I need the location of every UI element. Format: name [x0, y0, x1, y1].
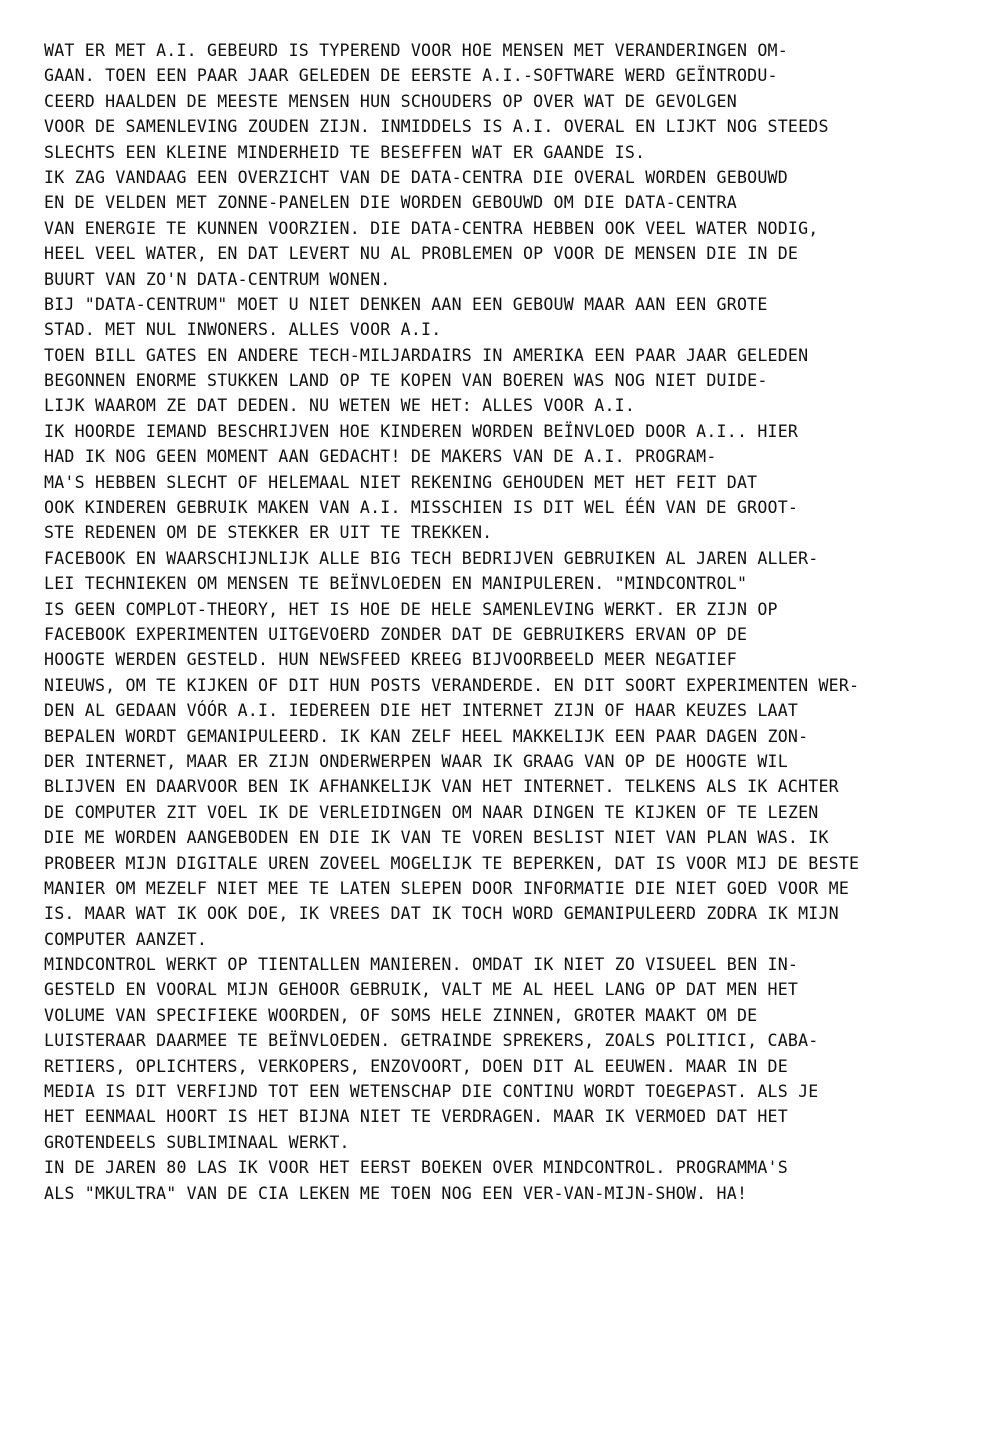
text-line: HAD IK NOG GEEN MOMENT AAN GEDACHT! DE MAKERS VAN DE A.I. PROGRAM-	[44, 447, 717, 467]
text-line: MEDIA IS DIT VERFIJND TOT EEN WETENSCHAP DIE CONTINU WORDT TOEGEPAST. ALS JE	[44, 1082, 819, 1102]
text-line	[44, 1206, 962, 1231]
text-line: LEI TECHNIEKEN OM MENSEN TE BEÏNVLOEDEN EN MANIPULEREN. "MINDCONTROL"	[44, 574, 748, 594]
text-line: BEPALEN WORDT GEMANIPULEERD. IK KAN ZELF HEEL MAKKELIJK EEN PAAR DAGEN ZON-	[44, 726, 809, 746]
text-line: VOOR DE SAMENLEVING ZOUDEN ZIJN. INMIDDELS IS A.I. OVERAL EN LIJKT NOG STEEDS	[44, 117, 829, 137]
text-line: DER INTERNET, MAAR ER ZIJN ONDERWERPEN WAAR IK GRAAG VAN OP DE HOOGTE WIL	[44, 751, 788, 771]
text-line: SLECHTS EEN KLEINE MINDERHEID TE BESEFFEN WAT ER GAANDE IS.	[44, 142, 646, 162]
text-line: MINDCONTROL WERKT OP TIENTALLEN MANIEREN. OMDAT IK NIET ZO VISUEEL BEN IN-	[44, 955, 799, 975]
text-line: GESTELD EN VOORAL MIJN GEHOOR GEBRUIK, VALT ME AL HEEL LANG OP DAT MEN HET	[44, 980, 799, 1000]
text-line: EN DE VELDEN MET ZONNE-PANELEN DIE WORDEN GEBOUWD OM DIE DATA-CENTRA	[44, 193, 737, 213]
text-line: DEN AL GEDAAN VÓÓR A.I. IEDEREEN DIE HET INTERNET ZIJN OF HAAR KEUZES LAAT	[44, 701, 799, 721]
text-line: GAAN. TOEN EEN PAAR JAAR GELEDEN DE EERSTE A.I.-SOFTWARE WERD GEÏNTRODU-	[44, 66, 778, 86]
text-line: FACEBOOK EXPERIMENTEN UITGEVOERD ZONDER DAT DE GEBRUIKERS ERVAN OP DE	[44, 624, 748, 644]
text-line: BIJ "DATA-CENTRUM" MOET U NIET DENKEN AAN EEN GEBOUW MAAR AAN EEN GROTE	[44, 294, 768, 314]
text-line: IN DE JAREN 80 LAS IK VOOR HET EERST BOEKEN OVER MINDCONTROL. PROGRAMMA'S	[44, 1158, 788, 1178]
text-line: LUISTERAAR DAARMEE TE BEÏNVLOEDEN. GETRAINDE SPREKERS, ZOALS POLITICI, CABA-	[44, 1031, 819, 1051]
text-line: IK ZAG VANDAAG EEN OVERZICHT VAN DE DATA-CENTRA DIE OVERAL WORDEN GEBOUWD	[44, 167, 788, 187]
text-line: FACEBOOK EN WAARSCHIJNLIJK ALLE BIG TECH BEDRIJVEN GEBRUIKEN AL JAREN ALLER-	[44, 548, 819, 568]
text-line: VOLUME VAN SPECIFIEKE WOORDEN, OF SOMS HELE ZINNEN, GROTER MAAKT OM DE	[44, 1005, 758, 1025]
text-line: IK HOORDE IEMAND BESCHRIJVEN HOE KINDEREN WORDEN BEÏNVLOED DOOR A.I.. HIER	[44, 421, 799, 441]
text-line: OOK KINDEREN GEBRUIK MAKEN VAN A.I. MISSCHIEN IS DIT WEL ÉÉN VAN DE GROOT-	[44, 498, 799, 518]
text-line: BUURT VAN ZO'N DATA-CENTRUM WONEN.	[44, 269, 391, 289]
text-line: HOOGTE WERDEN GESTELD. HUN NEWSFEED KREEG BIJVOORBEELD MEER NEGATIEF	[44, 650, 737, 670]
text-line: TOEN BILL GATES EN ANDERE TECH-MILJARDAIRS IN AMERIKA EEN PAAR JAAR GELEDEN	[44, 345, 809, 365]
text-line: NIEUWS, OM TE KIJKEN OF DIT HUN POSTS VERANDERDE. EN DIT SOORT EXPERIMENTEN WER-	[44, 675, 860, 695]
text-line: IS. MAAR WAT IK OOK DOE, IK VREES DAT IK TOCH WORD GEMANIPULEERD ZODRA IK MIJN	[44, 904, 839, 924]
text-line: RETIERS, OPLICHTERS, VERKOPERS, ENZOVOORT, DOEN DIT AL EEUWEN. MAAR IN DE	[44, 1056, 788, 1076]
text-line: BEGONNEN ENORME STUKKEN LAND OP TE KOPEN VAN BOEREN WAS NOG NIET DUIDE-	[44, 371, 768, 391]
handwritten-text-page	[44, 38, 962, 1398]
text-line: IS GEEN COMPLOT-THEORY, HET IS HOE DE HELE SAMENLEVING WERKT. ER ZIJN OP	[44, 599, 778, 619]
text-line: WAT ER MET A.I. GEBEURD IS TYPEREND VOOR HOE MENSEN MET VERANDERINGEN OM-	[44, 41, 788, 60]
text-line: PROBEER MIJN DIGITALE UREN ZOVEEL MOGELIJK TE BEPERKEN, DAT IS VOOR MIJ DE BESTE	[44, 853, 860, 873]
text-line: MA'S HEBBEN SLECHT OF HELEMAAL NIET REKENING GEHOUDEN MET HET FEIT DAT	[44, 472, 758, 492]
text-line: HET EENMAAL HOORT IS HET BIJNA NIET TE VERDRAGEN. MAAR IK VERMOED DAT HET	[44, 1107, 788, 1127]
text-line: COMPUTER AANZET.	[44, 929, 208, 949]
text-line: BLIJVEN EN DAARVOOR BEN IK AFHANKELIJK VAN HET INTERNET. TELKENS ALS IK ACHTER	[44, 777, 839, 797]
text-line: HEEL VEEL WATER, EN DAT LEVERT NU AL PROBLEMEN OP VOOR DE MENSEN DIE IN DE	[44, 244, 799, 264]
text-line: DIE ME WORDEN AANGEBODEN EN DIE IK VAN TE VOREN BESLIST NIET VAN PLAN WAS. IK	[44, 828, 829, 848]
text-line: MANIER OM MEZELF NIET MEE TE LATEN SLEPEN DOOR INFORMATIE DIE NIET GOED VOOR ME	[44, 878, 850, 898]
text-line: CEERD HAALDEN DE MEESTE MENSEN HUN SCHOUDERS OP OVER WAT DE GEVOLGEN	[44, 91, 737, 111]
text-line: VAN ENERGIE TE KUNNEN VOORZIEN. DIE DATA-CENTRA HEBBEN OOK VEEL WATER NODIG,	[44, 218, 819, 238]
text-line: LIJK WAAROM ZE DAT DEDEN. NU WETEN WE HET: ALLES VOOR A.I.	[44, 396, 636, 416]
text-line: DE COMPUTER ZIT VOEL IK DE VERLEIDINGEN OM NAAR DINGEN TE KIJKEN OF TE LEZEN	[44, 802, 819, 822]
text-line: GROTENDEELS SUBLIMINAAL WERKT.	[44, 1132, 350, 1152]
text-line: ALS "MKULTRA" VAN DE CIA LEKEN ME TOEN NOG EEN VER-VAN-MIJN-SHOW. HA!	[44, 1183, 748, 1203]
text-line: STAD. MET NUL INWONERS. ALLES VOOR A.I.	[44, 320, 442, 340]
text-line: STE REDENEN OM DE STEKKER ER UIT TE TREKKEN.	[44, 523, 493, 543]
